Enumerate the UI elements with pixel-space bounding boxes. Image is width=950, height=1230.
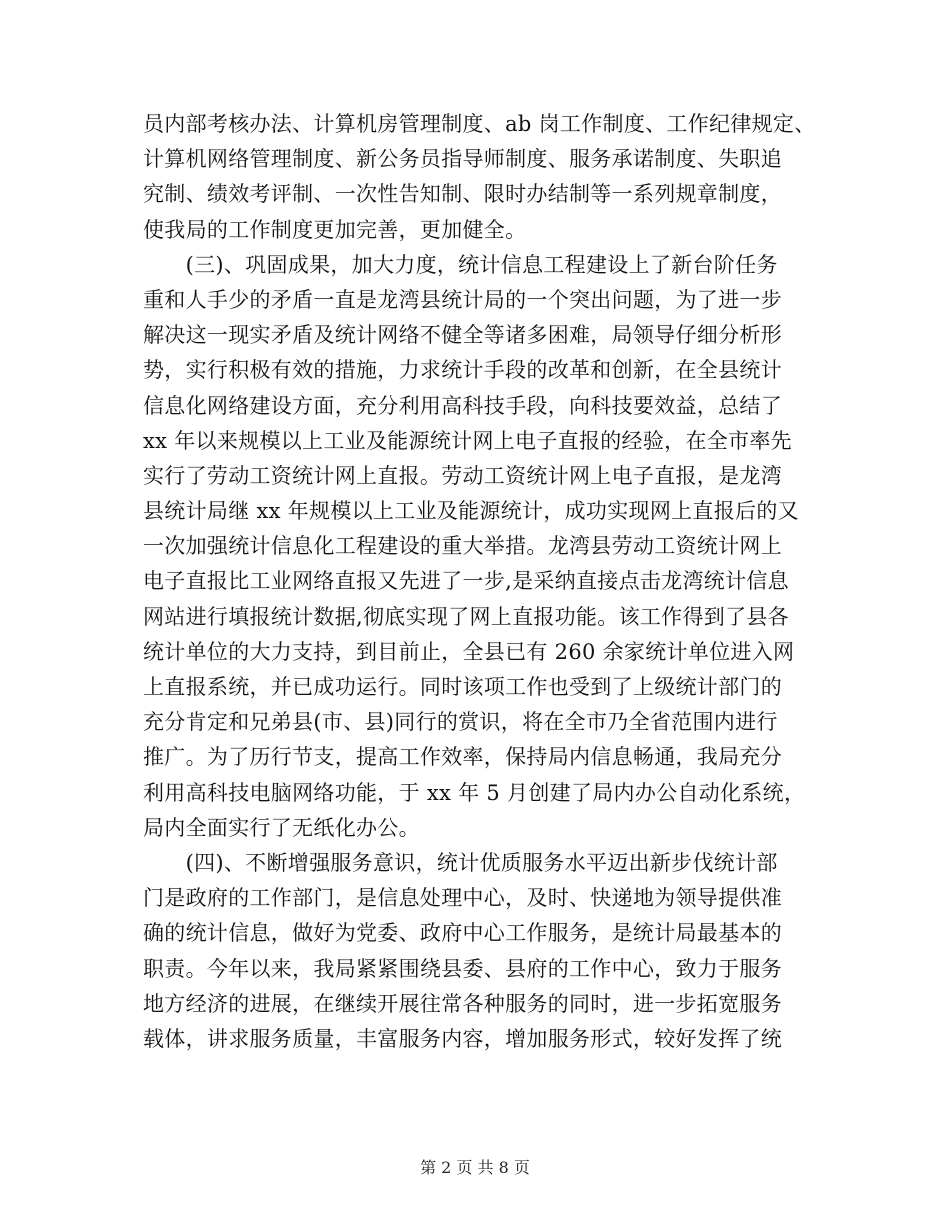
text-line: 重和人手少的矛盾一直是龙湾县统计局的一个突出问题，为了进一步 (143, 287, 782, 312)
text-line: (三)、巩固成果，加大力度，统计信息工程建设上了新台阶任务 (143, 252, 778, 277)
text-line: 确的统计信息，做好为党委、政府中心工作服务，是统计局最基本的 (143, 921, 782, 946)
text-line: 充分肯定和兄弟县(市、县)同行的赏识，将在全市乃全省范围内进行 (143, 710, 778, 735)
text-line: 载体，讲求服务质量，丰富服务内容，增加服务形式，较好发挥了统 (143, 1026, 782, 1051)
text-line: 使我局的工作制度更加完善，更加健全。 (143, 217, 527, 242)
text-line: 网站进行填报统计数据,彻底实现了网上直报功能。该工作得到了县各 (143, 604, 789, 629)
page-number-footer: 第 2 页 共 8 页 (420, 1158, 530, 1177)
text-line: xx 年以来规模以上工业及能源统计网上电子直报的经验，在全市率先 (143, 428, 792, 453)
text-line: 势，实行积极有效的措施，力求统计手段的改革和创新，在全县统计 (143, 358, 782, 383)
text-line: 利用高科技电脑网络功能，于 xx 年 5 月创建了局内办公自动化系统， (143, 780, 806, 805)
text-line: 职责。今年以来，我局紧紧围绕县委、县府的工作中心，致力于服务 (143, 956, 782, 981)
text-line: 地方经济的进展，在继续开展往常各种服务的同时，进一步拓宽服务 (143, 991, 782, 1016)
document-body (143, 107, 823, 1057)
text-line: 电子直报比工业网络直报又先进了一步,是采纳直接点击龙湾统计信息 (143, 569, 789, 594)
text-line: 县统计局继 xx 年规模以上工业及能源统计，成功实现网上直报后的又 (143, 499, 799, 524)
text-line: 上直报系统，并已成功运行。同时该项工作也受到了上级统计部门的 (143, 675, 782, 699)
text-line: 门是政府的工作部门，是信息处理中心，及时、快递地为领导提供准 (143, 886, 782, 911)
text-line: 员内部考核办法、计算机房管理制度、ab 岗工作制度、工作纪律规定、 (143, 112, 816, 136)
text-line: 局内全面实行了无纸化办公。 (143, 815, 420, 840)
text-line: 解决这一现实矛盾及统计网络不健全等诸多困难，局领导仔细分析形 (143, 323, 782, 348)
text-line: 统计单位的大力支持，到目前止，全县已有 260 余家统计单位进入网 (143, 639, 795, 664)
text-line: 信息化网络建设方面，充分利用高科技手段，向科技要效益，总结了 (143, 393, 782, 418)
text-line: 究制、绩效考评制、一次性告知制、限时办结制等一系列规章制度， (143, 182, 782, 207)
text-line: 一次加强统计信息化工程建设的重大举措。龙湾县劳动工资统计网上 (143, 534, 782, 559)
text-line: 计算机网络管理制度、新公务员指导师制度、服务承诺制度、失职追 (143, 147, 782, 172)
text-line: 实行了劳动工资统计网上直报。劳动工资统计网上电子直报，是龙湾 (143, 463, 782, 488)
text-line: 推广。为了历行节支，提高工作效率，保持局内信息畅通，我局充分 (143, 745, 782, 770)
text-line: (四)、不断增强服务意识，统计优质服务水平迈出新步伐统计部 (143, 850, 778, 875)
